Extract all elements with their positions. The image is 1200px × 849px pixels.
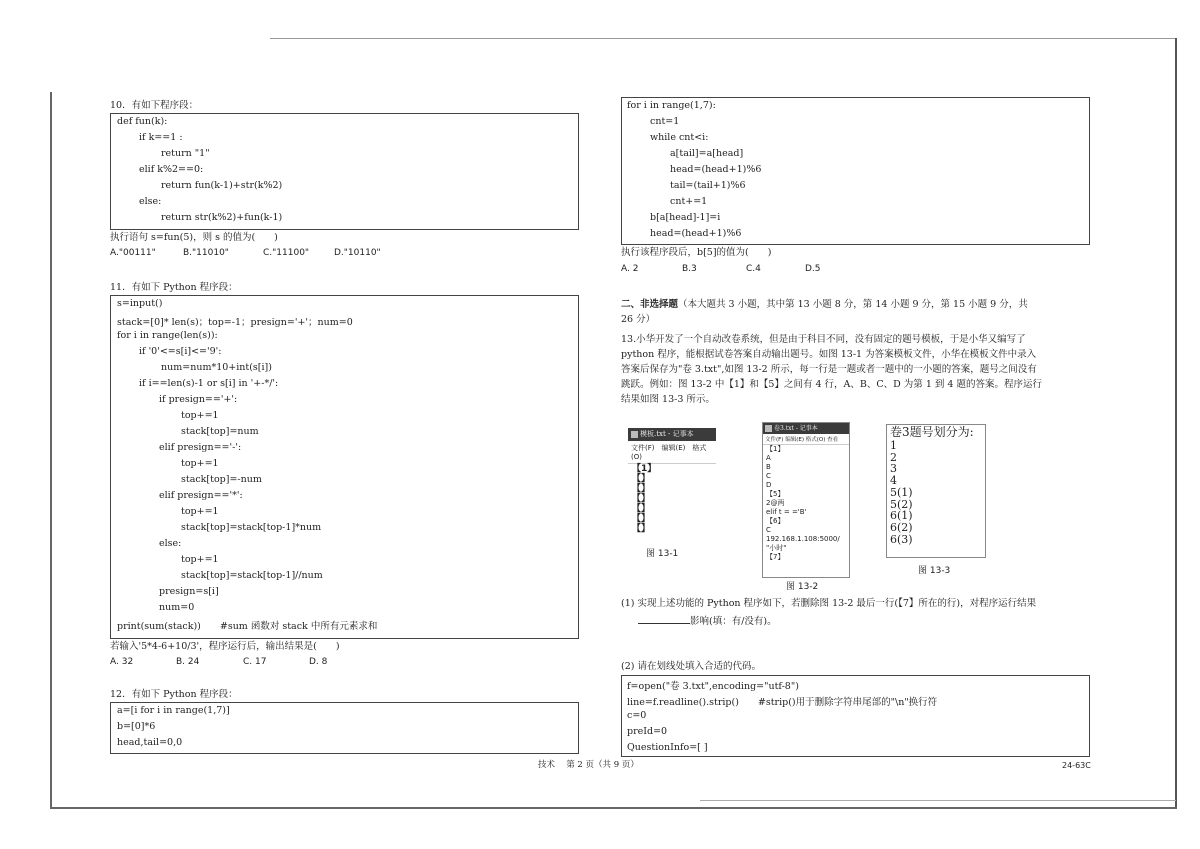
q12-option-d: D.5: [805, 264, 821, 274]
figure-13-1: [628, 428, 716, 536]
code-line: tail=(tail+1)%6: [670, 180, 746, 191]
fig2-line: 2@两: [766, 499, 785, 507]
q12-question: 执行该程序段后，b[5]的值为( ): [621, 247, 772, 258]
fig2-line: 【1】: [766, 445, 785, 453]
fig1-line: 【】: [632, 504, 651, 514]
code-line: s=input(): [117, 298, 163, 309]
fig2-line: B: [766, 463, 771, 471]
code-line: head=(head+1)%6: [670, 164, 762, 175]
fig1-line: 【】: [632, 474, 651, 484]
sub1-text: (1) 实现上述功能的 Python 程序如下，若删除图 13-2 最后一行(【7】所在的行)，对程序运行结果: [621, 598, 1037, 609]
fig3-line: 5(2): [890, 497, 913, 511]
code-line: elif presign=='-':: [159, 442, 242, 453]
code-line: f=open("卷 3.txt",encoding="utf-8"): [627, 681, 799, 692]
code-line: elif presign=='*':: [159, 490, 243, 501]
code-line: elif k%2==0:: [139, 164, 204, 175]
code-line: cnt=1: [650, 116, 680, 127]
notepad-titlebar: [628, 428, 716, 441]
q13-line: 13.小华开发了一个自动改卷系统，但是由于科目不同，没有固定的题号模板，于是小华又编写了: [621, 334, 1026, 345]
fig1-line: 【】: [632, 514, 651, 524]
fig2-line: C: [766, 526, 771, 534]
fig1-caption: 图 13-1: [646, 549, 679, 559]
code-line: stack[top]=stack[top-1]//num: [181, 570, 323, 581]
q12-option-b: B.3: [682, 264, 697, 274]
page-code: 24-63C: [1062, 761, 1091, 770]
code-line: if i==len(s)-1 or s[i] in '+-*/':: [139, 378, 279, 389]
code-line: stack[top]=-num: [181, 474, 262, 485]
answer-blank[interactable]: [638, 614, 690, 624]
q11-option-a: A. 32: [110, 657, 134, 667]
fig3-line: 1: [890, 439, 897, 452]
q13-line: 答案后保存为"卷 3.txt",如图 13-2 所示，每一行是一题或者一题中的一小题的答案，题号之间没有: [621, 364, 1037, 375]
section2-heading-rest: （本大题共 3 小题，其中第 13 小题 8 分，第 14 小题 9 分，第 15 小题 9 分，共: [678, 299, 1028, 310]
code-line: QuestionInfo=[ ]: [627, 742, 708, 753]
fig2-line: 【6】: [766, 517, 785, 525]
fig2-line: 【5】: [766, 490, 785, 498]
q12-code-box: [110, 702, 579, 754]
q13-paragraph: [621, 332, 1091, 407]
fig3-line: 5(1): [890, 485, 913, 499]
q10-code-box: [110, 113, 579, 230]
code-line: head=(head+1)%6: [650, 228, 742, 239]
q10-question: 执行语句 s=fun(5)，则 s 的值为( ): [110, 232, 278, 243]
q13-line: python 程序，能根据试卷答案自动输出题号。如图 13-1 为答案模板文件，小华在模板文件中录入: [621, 349, 1037, 360]
notepad-icon: [631, 431, 638, 438]
section2-heading: [621, 297, 1091, 327]
fig2-line: C: [766, 472, 771, 480]
code-line: top+=1: [181, 554, 219, 565]
sub1-answer-line: [638, 614, 777, 627]
q13-line: 跳跃。例如：图 13-2 中【1】和【5】之间有 4 行，A、B、C、D 为第 1 到 4 题的答案。程序运行: [621, 379, 1042, 390]
page-border-bottom: [50, 807, 1177, 809]
q11-code-box: [110, 295, 579, 639]
code-line: else:: [139, 196, 162, 207]
notepad-title: 卷3.txt - 记事本: [774, 425, 818, 432]
notepad-menu: 文件(F) 编辑(E) 格式(O) 查看: [763, 434, 849, 445]
fig1-line: 【1】: [632, 464, 657, 474]
page-footer: 技术 第 2 页（共 9 页）: [538, 760, 639, 770]
q12-code-box-cont: [621, 97, 1090, 245]
fig3-line: 3: [890, 462, 897, 476]
code-line: top+=1: [181, 506, 219, 517]
code-line: stack=[0]* len(s)；top=-1；presign='+'；num=0: [117, 317, 353, 328]
code-line: cnt+=1: [670, 196, 708, 207]
notepad-menu: 文件(F) 编辑(E) 格式(O): [628, 441, 716, 464]
code-line: b=[0]*6: [117, 721, 156, 732]
page-border-right: [1175, 38, 1177, 808]
q10-option-d: D."10110": [334, 248, 381, 258]
q12-option-c: C.4: [746, 264, 761, 274]
fig2-caption: 图 13-2: [786, 582, 819, 592]
code-line: b[a[head]-1]=i: [650, 212, 721, 223]
fig2-line: A: [766, 454, 771, 462]
fig3-line: 6(2): [890, 520, 913, 534]
fig2-line: 【7】: [766, 553, 785, 561]
code-line: head,tail=0,0: [117, 737, 183, 748]
fig3-line: 6(1): [890, 509, 913, 523]
code-line: return "1": [161, 148, 210, 159]
fig3-caption: 图 13-3: [918, 566, 951, 576]
q11-option-c: C. 17: [243, 657, 267, 667]
q10-option-a: A."00111": [110, 248, 156, 258]
code-line: a=[i for i in range(1,7)]: [117, 705, 230, 716]
figure-13-3: [886, 424, 986, 558]
fig2-line: "小时": [766, 544, 787, 552]
q10-option-b: B."11010": [183, 248, 229, 258]
code-line: top+=1: [181, 410, 219, 421]
code-line: preId=0: [627, 726, 668, 737]
q11-option-b: B. 24: [176, 657, 200, 667]
code-line: stack[top]=stack[top-1]*num: [181, 522, 322, 533]
code-line: if '0'<=s[i]<='9':: [139, 346, 222, 357]
code-line: print(sum(stack)) #sum 函数对 stack 中所有元素求和: [117, 621, 378, 632]
q12-option-a: A. 2: [621, 264, 639, 274]
code-line: if presign=='+':: [159, 394, 238, 405]
sub2-text: (2) 请在划线处填入合适的代码。: [621, 661, 761, 672]
code-line: stack[top]=num: [181, 426, 259, 437]
fig3-title: 卷3题号划分为:: [890, 425, 974, 439]
fig2-line: elif t = ='B': [766, 508, 807, 516]
q10-title: 10．有如下程序段：: [110, 100, 199, 111]
fig2-line: D: [766, 481, 772, 489]
fig1-line: 【】: [632, 484, 651, 494]
code-line: top+=1: [181, 458, 219, 469]
figure-13-2: [762, 422, 850, 578]
section2-heading-line2: 26 分）: [621, 314, 656, 325]
fig1-line: 【】: [632, 524, 651, 534]
code-line: presign=s[i]: [159, 586, 219, 597]
code-line: while cnt<i:: [650, 132, 709, 143]
page-border-left: [50, 92, 52, 808]
q13-line: 结果如图 13-3 所示。: [621, 394, 715, 405]
code-line: return fun(k-1)+str(k%2): [161, 180, 283, 191]
code-line: num=num*10+int(s[i]): [161, 362, 272, 373]
fig3-line: 2: [890, 450, 897, 464]
fig3-line: 4: [890, 474, 897, 488]
code-line: a[tail]=a[head]: [670, 148, 744, 159]
code-line: def fun(k):: [117, 116, 168, 127]
section2-heading-bold: 二、非选择题: [621, 299, 679, 310]
q12-title: 12．有如下 Python 程序段：: [110, 689, 238, 700]
code-line: for i in range(1,7):: [627, 100, 716, 111]
code-line: return str(k%2)+fun(k-1): [161, 212, 283, 223]
q11-option-d: D. 8: [309, 657, 328, 667]
code-line: line=f.readline().strip() #strip()用于删除字符串尾部的"\n"换行符: [627, 697, 938, 708]
fig3-line: 6(3): [890, 532, 913, 546]
q10-option-c: C."11100": [263, 248, 310, 258]
code-line: num=0: [159, 602, 195, 613]
fig1-line: 【】: [632, 494, 651, 504]
code-line: c=0: [627, 710, 647, 721]
sub2-code-box: [621, 675, 1090, 757]
sub1-text2: 影响(填：有/没有)。: [690, 616, 777, 627]
notepad-title: 模板.txt - 记事本: [640, 430, 694, 438]
code-line: for i in range(len(s)):: [117, 330, 218, 341]
q11-title: 11．有如下 Python 程序段：: [110, 282, 238, 293]
page-border-bottom-inner: [700, 800, 1176, 801]
code-line: if k==1 :: [139, 132, 183, 143]
fig2-line: 192.168.1.108:5000/: [766, 535, 840, 543]
notepad-titlebar: [763, 423, 849, 434]
code-line: else:: [159, 538, 182, 549]
notepad-icon: [765, 425, 772, 432]
q11-question: 若输入'5*4-6+10/3'，程序运行后，输出结果是( ): [110, 641, 340, 652]
page-border-top: [270, 38, 1176, 39]
